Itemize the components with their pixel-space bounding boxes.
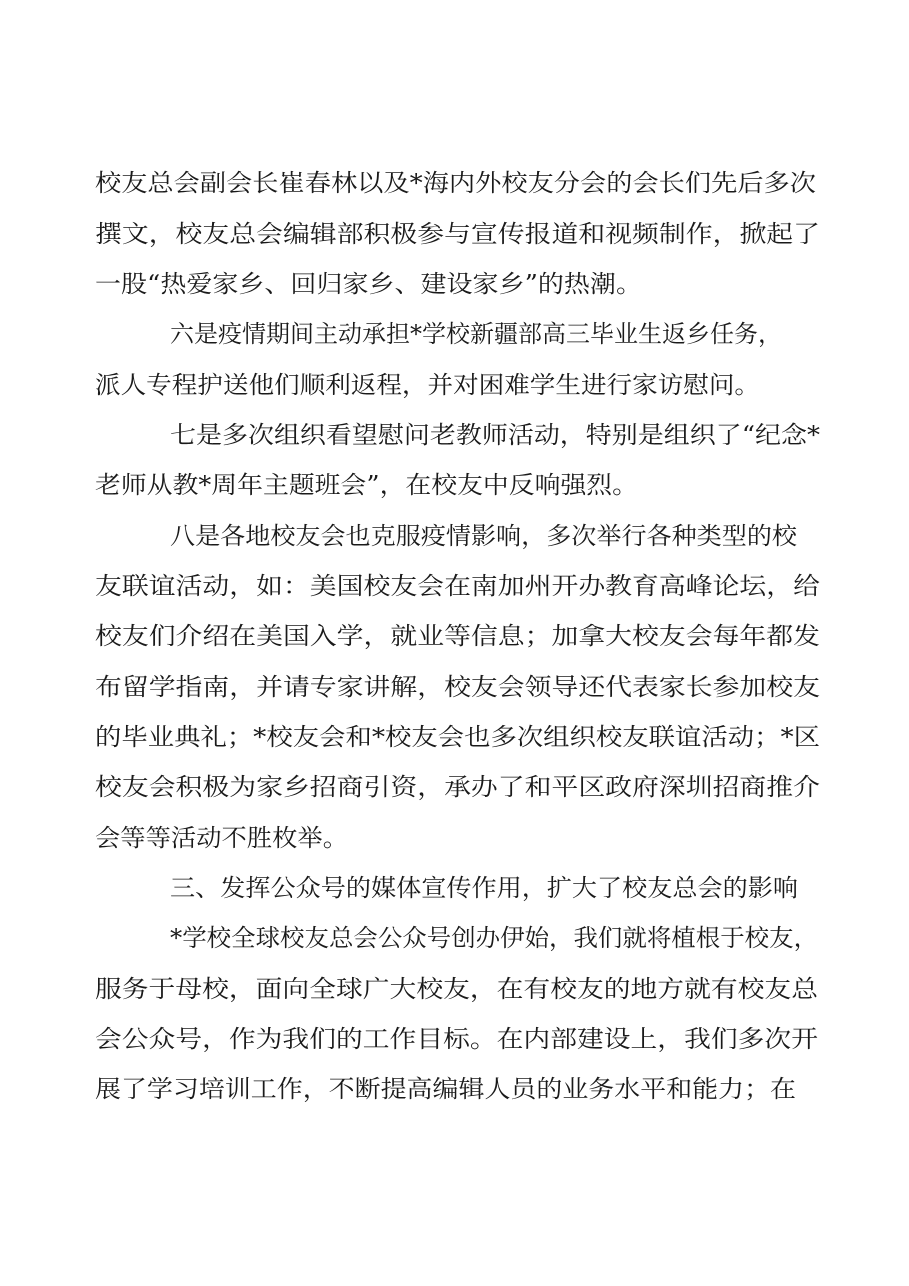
text-line: [0, 616, 909, 656]
text-line: [0, 264, 909, 304]
text-line: [0, 365, 909, 405]
text-line-content: 撰文，校友总会编辑部积极参与宣传报道和视频制作，掀起了: [95, 220, 820, 248]
text-line-content: 一股“热爱家乡、回归家乡、建设家乡”的热潮。: [95, 270, 642, 298]
text-line-content: 会公众号，作为我们的工作目标。在内部建设上，我们多次开: [95, 1025, 818, 1053]
text-line: [0, 868, 909, 908]
text-line-content: 布留学指南，并请专家讲解，校友会领导还代表家长参加校友: [95, 673, 820, 701]
text-line-content: 校友们介绍在美国入学，就业等信息；加拿大校友会每年都发: [95, 622, 820, 650]
text-line-content: 老师从教*周年主题班会”，在校友中反响强烈。: [95, 471, 639, 499]
text-line-content: *学校全球校友总会公众号创办伊始，我们就将植根于校友，: [170, 924, 819, 952]
text-line: [0, 818, 909, 858]
text-line-content: 派人专程护送他们顺利返程，并对困难学生进行家访慰问。: [95, 371, 760, 399]
text-line: [0, 969, 909, 1009]
text-line: [0, 918, 909, 958]
text-line-content: 八是各地校友会也克服疫情影响，多次举行各种类型的校: [170, 522, 797, 550]
text-line-content: 服务于母校，面向全球广大校友，在有校友的地方就有校友总: [95, 975, 818, 1003]
text-line: [0, 415, 909, 455]
text-line: [0, 767, 909, 807]
text-line: [0, 314, 909, 354]
text-line-content: 的毕业典礼；*校友会和*校友会也多次组织校友联谊活动；*区: [95, 723, 821, 751]
text-line-content: 校友会积极为家乡招商引资，承办了和平区政府深圳招商推介: [95, 773, 820, 801]
text-line-content: 展了学习培训工作，不断提高编辑人员的业务水平和能力；在: [95, 1075, 797, 1103]
text-line: [0, 667, 909, 707]
text-line: [0, 566, 909, 606]
text-line-content: 会等等活动不胜枚举。: [95, 824, 349, 852]
text-line-content: 六是疫情期间主动承担*学校新疆部高三毕业生返乡任务，: [170, 320, 782, 348]
text-line-content: 三、发挥公众号的媒体宣传作用，扩大了校友总会的影响: [170, 874, 799, 902]
text-line: [0, 163, 909, 203]
text-line-content: 友联谊活动，如：美国校友会在南加州开办教育高峰论坛，给: [95, 572, 820, 600]
text-line: [0, 717, 909, 757]
text-line-content: 校友总会副会长崔春林以及*海内外校友分会的会长们先后多次: [95, 169, 816, 197]
text-line: [0, 1019, 909, 1059]
text-line: [0, 214, 909, 254]
text-line: [0, 516, 909, 556]
text-line-content: 七是多次组织看望慰问老教师活动，特别是组织了“纪念*: [170, 421, 820, 449]
text-line: [0, 465, 909, 505]
text-line: [0, 1069, 909, 1109]
